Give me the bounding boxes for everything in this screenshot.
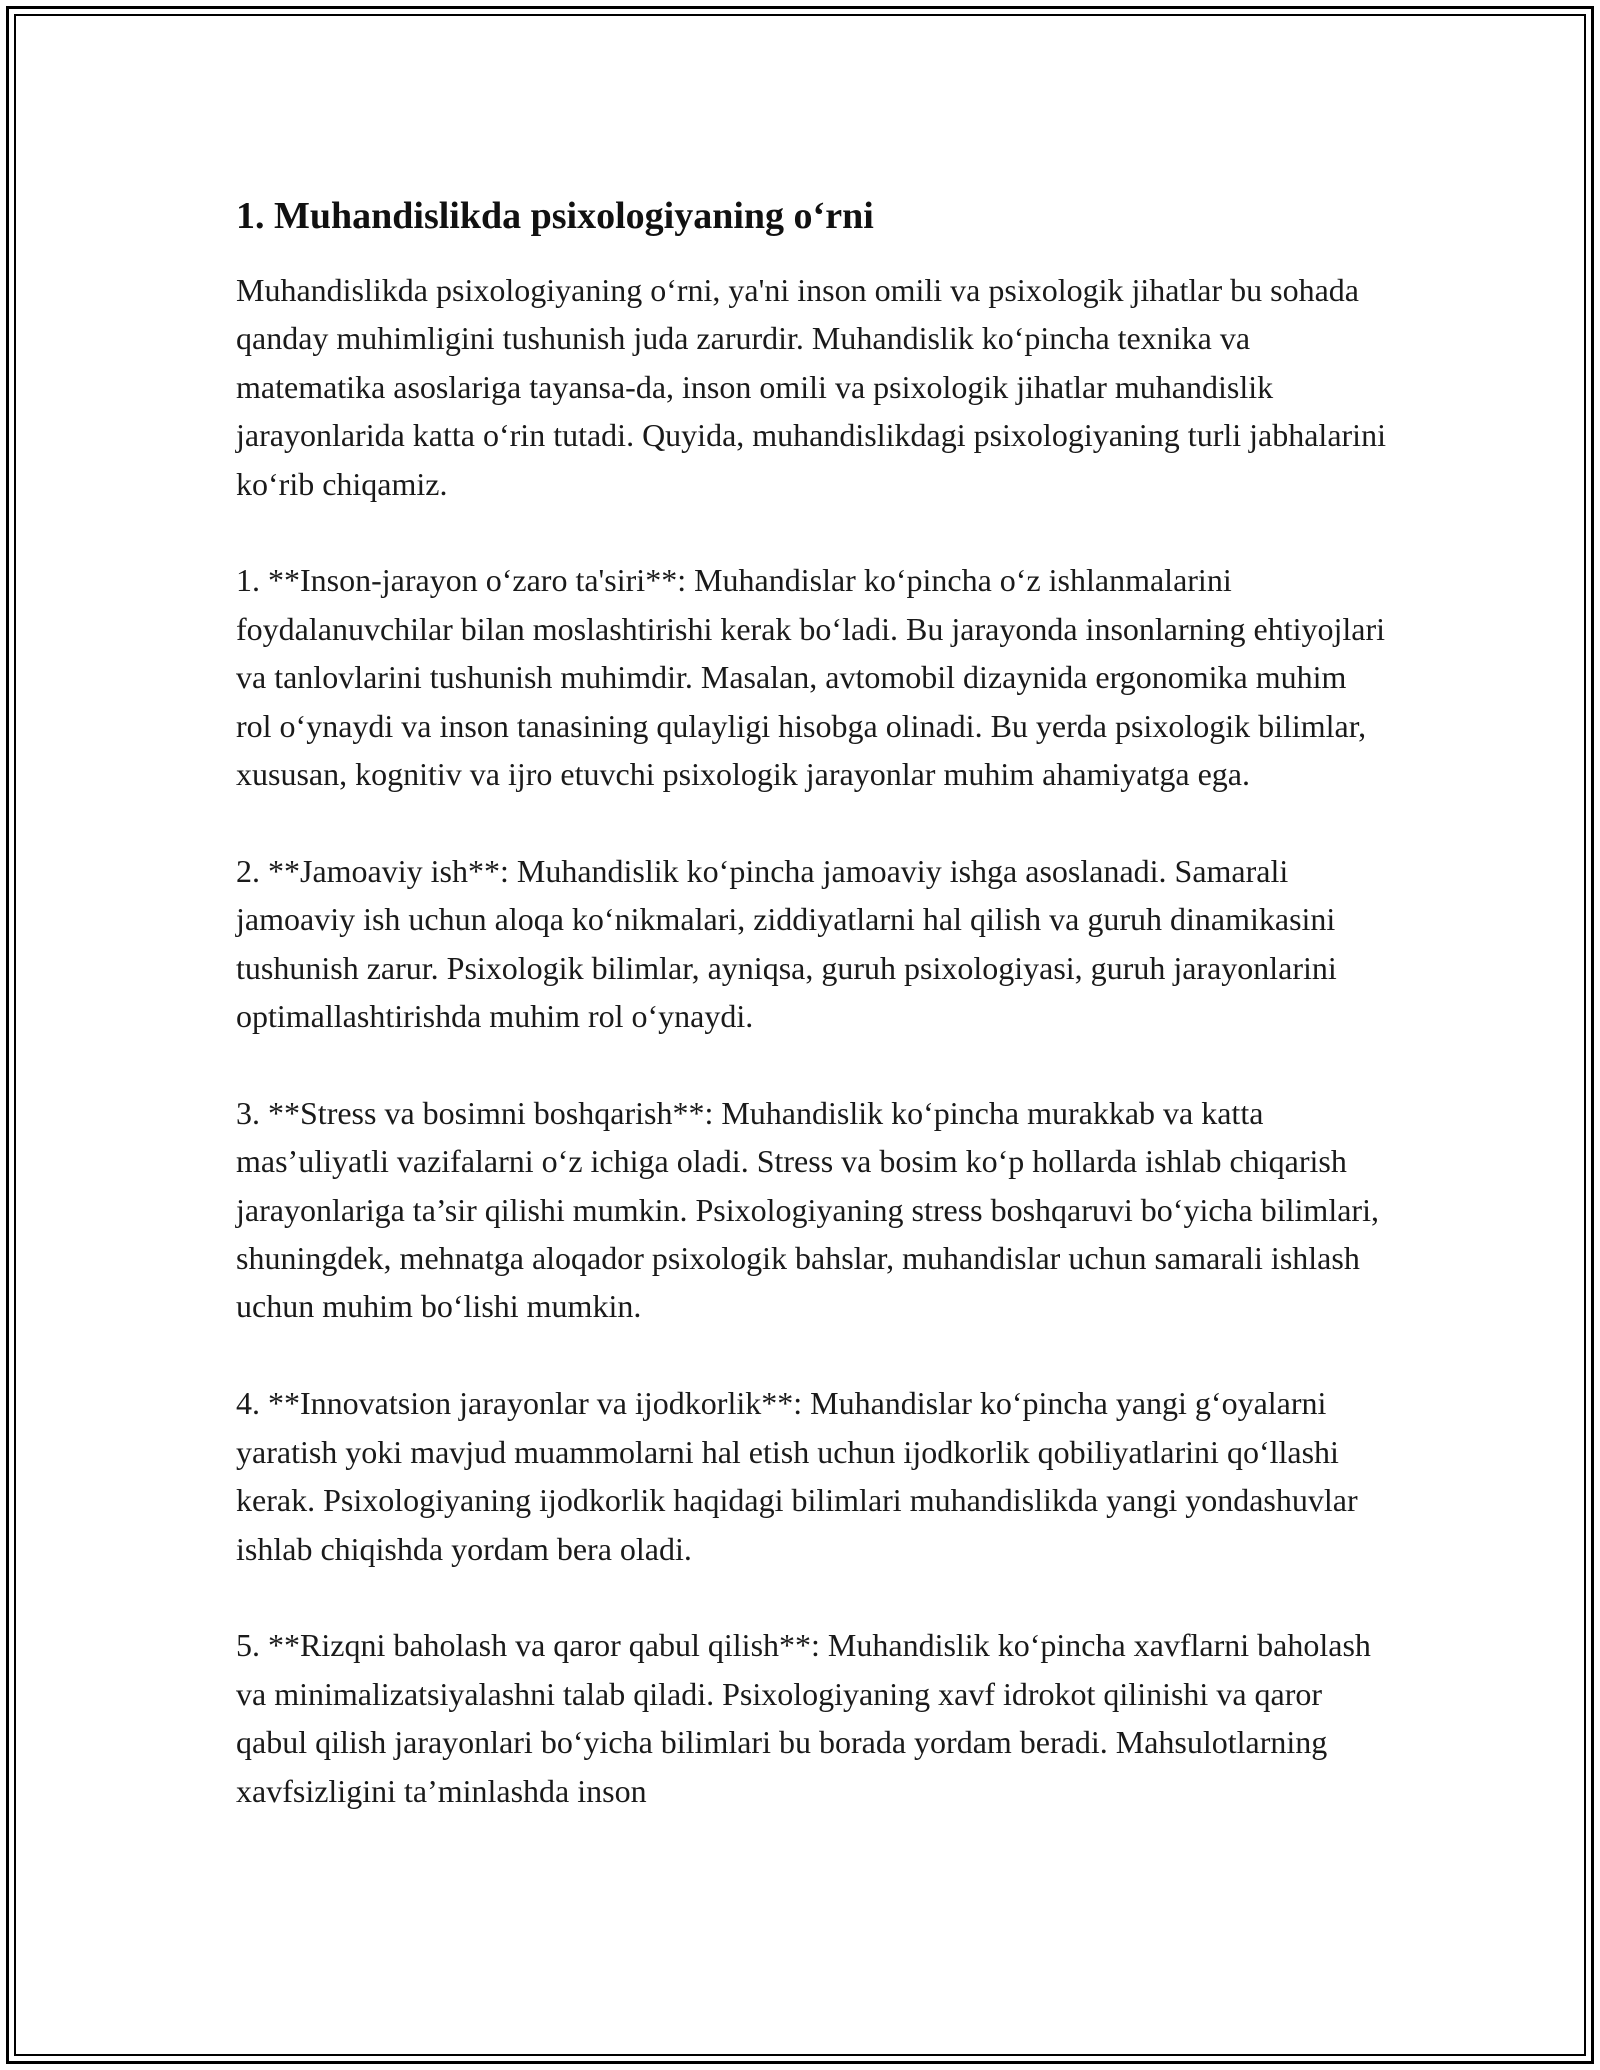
point-5-paragraph: 5. **Rizqni baholash va qaror qabul qilish**: Muhandislik ko‘pincha xavflarni baholash va minimalizatsiyalashni talab qiladi. Psixologiyaning xavf idrokot qilinishi va qaror qabul qilish jarayonlari bo‘yicha bilimlari bu borada yordam beradi. Mahsulotlarning xavfsizligini ta’minlashda inson — [236, 1627, 1371, 1809]
point-3-paragraph: 3. **Stress va bosimni boshqarish**: Muhandislik ko‘pincha murakkab va katta mas’uliyatli vazifalarni o‘z ichiga oladi. Stress va bosim ko‘p hollarda ishlab chiqarish jarayonlariga ta’sir qilishi mumkin. Psixologiyaning stress boshqaruvi bo‘yicha bilimlari, shuningdek, mehnatga aloqador psixologik bahslar, muhandislar uchun samarali ishlash uchun muhim bo‘lishi mumkin. — [236, 1094, 1379, 1325]
intro-paragraph: Muhandislikda psixologiyaning o‘rni, ya'ni inson omili va psixologik jihatlar bu sohada qanday muhimligini tushunish juda zarurdir. Muhandislik ko‘pincha texnika va matematika asoslariga tayansa-da, inson omili va psixologik jihatlar muhandislik jarayonlarida katta o‘rin tutadi. Quyida, muhandislikdagi psixologiyaning turli jabhalarini ko‘rib chiqamiz. — [236, 272, 1386, 502]
document-body — [236, 188, 1386, 1863]
point-2-paragraph: 2. **Jamoaviy ish**: Muhandislik ko‘pincha jamoaviy ishga asoslanadi. Samarali jamoaviy ish uchun aloqa ko‘nikmalari, ziddiyatlarni hal qilish va guruh dinamikasini tushunish zarur. Psixologik bilimlar, ayniqsa, guruh psixologiyasi, guruh jarayonlarini optimallashtirishda muhim rol o‘ynaydi. — [236, 852, 1337, 1035]
section-heading: 1. Muhandislikda psixologiyaning o‘rni — [236, 195, 874, 237]
point-4-paragraph: 4. **Innovatsion jarayonlar va ijodkorlik**: Muhandislar ko‘pincha yangi g‘oyalarni yaratish yoki mavjud muammolarni hal etish uchun ijodkorlik qobiliyatlarini qo‘llashi kerak. Psixologiyaning ijodkorlik haqidagi bilimlari muhandislikda yangi yondashuvlar ishlab chiqishda yordam bera oladi. — [236, 1385, 1358, 1567]
point-1-paragraph: 1. **Inson-jarayon o‘zaro ta'siri**: Muhandislar ko‘pincha o‘z ishlanmalarini foydalanuvchilar bilan moslashtirishi kerak bo‘ladi. Bu jarayonda insonlarning ehtiyojlari va tanlovlarini tushunish muhimdir. Masalan, avtomobil dizaynida ergonomika muhim rol o‘ynaydi va inson tanasining qulayligi hisobga olinadi. Bu yerda psixologik bilimlar, xususan, kognitiv va ijro etuvchi psixologik jarayonlar muhim ahamiyatga ega. — [236, 562, 1386, 793]
